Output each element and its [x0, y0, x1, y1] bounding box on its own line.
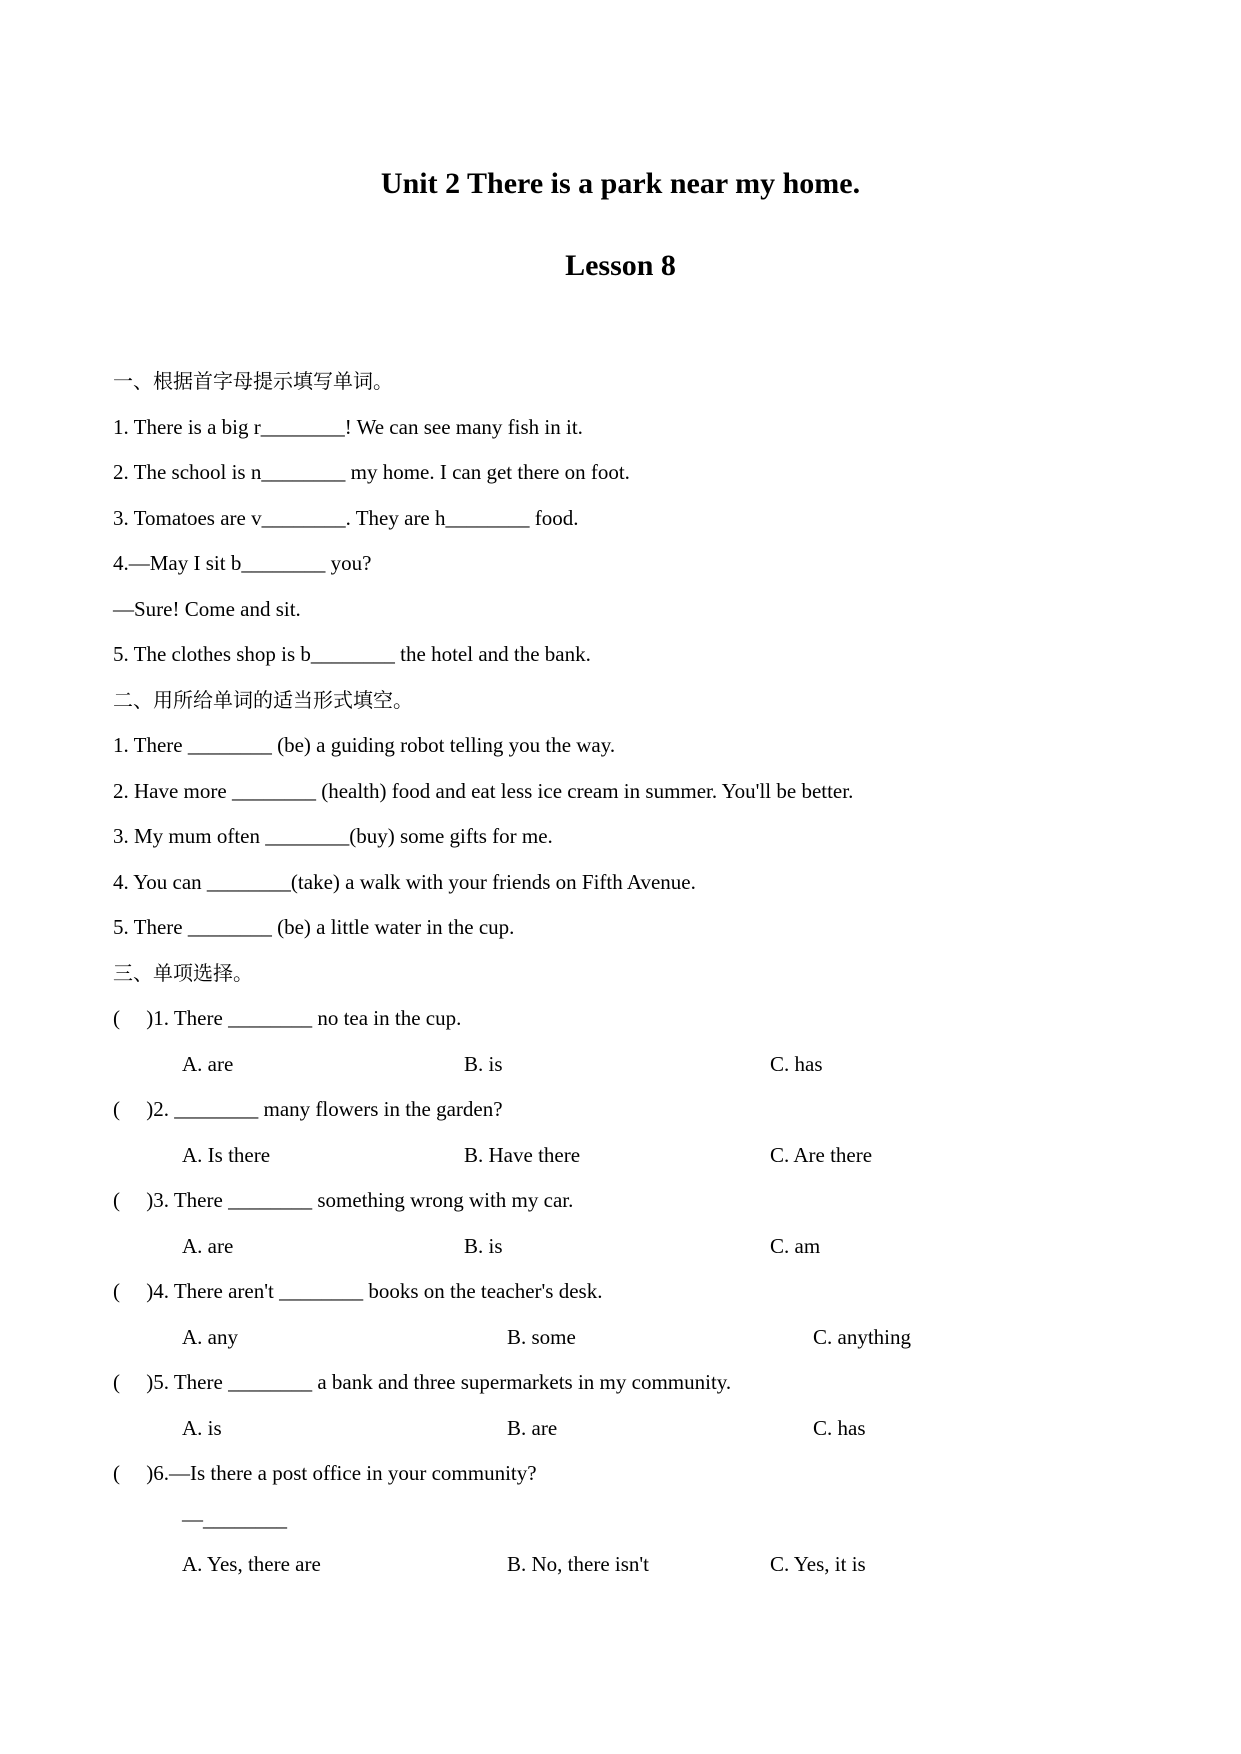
s3-q1-option-a: A. are: [182, 1052, 234, 1076]
s2-item-2: 2. Have more ________ (health) food and eat less ice cream in summer. You'll be better.: [113, 779, 854, 803]
section-2-heading: 二、用所给单词的适当形式填空。: [113, 688, 413, 712]
lesson-title: Lesson 8: [565, 249, 676, 282]
s1-item-1: 1. There is a big r________! We can see many fish in it.: [113, 415, 583, 439]
section-1-heading: 一、根据首字母提示填写单词。: [113, 369, 393, 393]
s3-q4-option-c: C. anything: [813, 1325, 911, 1349]
s3-q5-option-a: A. is: [182, 1416, 222, 1440]
s3-q6-option-a: A. Yes, there are: [182, 1552, 321, 1576]
s3-q1-option-b: B. is: [464, 1052, 503, 1076]
s3-q6-option-b: B. No, there isn't: [507, 1552, 650, 1576]
s3-q5-stem: ( )5. There ________ a bank and three supermarkets in my community.: [113, 1370, 732, 1394]
s3-q1-option-c: C. has: [770, 1052, 823, 1076]
section-3-heading: 三、单项选择。: [113, 961, 253, 985]
s3-q6-option-c: C. Yes, it is: [770, 1552, 866, 1576]
s3-q6-answer-blank: —________: [182, 1507, 287, 1531]
s3-q4-option-a: A. any: [182, 1325, 238, 1349]
s3-q3-option-b: B. is: [464, 1234, 503, 1258]
s1-item-4-reply: —Sure! Come and sit.: [113, 597, 301, 621]
s3-q3-option-a: A. are: [182, 1234, 234, 1258]
s3-q1-stem: ( )1. There ________ no tea in the cup.: [113, 1006, 462, 1030]
s3-q2-option-c: C. Are there: [770, 1143, 873, 1167]
s3-q5-option-c: C. has: [813, 1416, 866, 1440]
s3-q3-option-c: C. am: [770, 1234, 821, 1258]
s3-q2-option-b: B. Have there: [464, 1143, 581, 1167]
s1-item-2: 2. The school is n________ my home. I can get there on foot.: [113, 460, 630, 484]
s3-q4-stem: ( )4. There aren't ________ books on the teacher's desk.: [113, 1279, 603, 1303]
s3-q4-option-b: B. some: [507, 1325, 576, 1349]
s2-item-5: 5. There ________ (be) a little water in the cup.: [113, 915, 515, 939]
page-title: Unit 2 There is a park near my home.: [380, 167, 861, 200]
s1-item-4: 4.—May I sit b________ you?: [113, 551, 372, 575]
s1-item-3: 3. Tomatoes are v________. They are h________ food.: [113, 506, 579, 530]
s2-item-3: 3. My mum often ________(buy) some gifts for me.: [113, 824, 553, 848]
s2-item-1: 1. There ________ (be) a guiding robot telling you the way.: [113, 733, 616, 757]
s3-q5-option-b: B. are: [507, 1416, 558, 1440]
s3-q3-stem: ( )3. There ________ something wrong with my car.: [113, 1188, 574, 1212]
s1-item-5: 5. The clothes shop is b________ the hotel and the bank.: [113, 642, 591, 666]
s3-q2-option-a: A. Is there: [182, 1143, 271, 1167]
s2-item-4: 4. You can ________(take) a walk with your friends on Fifth Avenue.: [113, 870, 696, 894]
s3-q2-stem: ( )2. ________ many flowers in the garden?: [113, 1097, 503, 1121]
s3-q6-stem: ( )6.—Is there a post office in your community?: [113, 1461, 537, 1485]
